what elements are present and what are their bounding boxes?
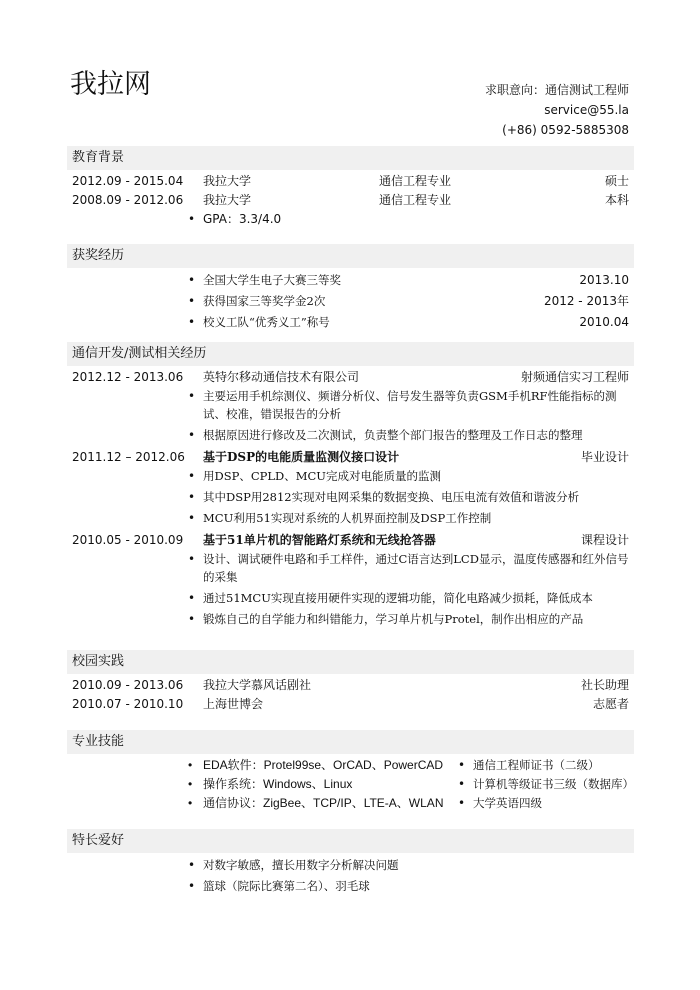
- list-item-text: 设计、调试硬件电路和手工样件，通过C语言达到LCD显示，温度传感器和红外信号的采集: [203, 552, 629, 584]
- list-item-text: MCU利用51实现对系统的人机界面控制及DSP工作控制: [203, 511, 492, 525]
- list-item-text: 其中DSP用2812实现对电网采集的数据变换、电压电流有效值和谐波分析: [203, 490, 580, 504]
- experience-section: [67, 342, 634, 631]
- list-item: [67, 387, 634, 423]
- date: 2010.07 - 2010.10: [72, 697, 184, 711]
- skill-item: • EDA软件：Protel99se、OrCAD、PowerCAD: [67, 756, 458, 774]
- skill-item: • 通信协议：ZigBee、TCP/IP、LTE-A、WLAN: [67, 794, 458, 812]
- award-date: 2013.10: [579, 273, 629, 287]
- section-title: 获奖经历: [67, 244, 634, 268]
- section-title: 教育背景: [67, 146, 634, 170]
- list-item: [67, 313, 634, 331]
- hobby-text: 篮球（院际比赛第二名）、羽毛球: [203, 879, 370, 893]
- school: 我拉大学: [203, 193, 252, 207]
- hobby-text: 对数字敏感，擅长用数字分析解决问题: [203, 858, 399, 872]
- list-item: • GPA：3.3/4.0: [67, 210, 634, 228]
- list-item-text: 锻炼自己的自学能力和纠错能力，学习单片机与Protel，制作出相应的产品: [203, 612, 584, 626]
- skills-section: [67, 730, 634, 813]
- section-title: 特长爱好: [67, 829, 634, 853]
- resume-name: 我拉网: [70, 69, 151, 100]
- section-title: 通信开发/测试相关经历: [67, 342, 634, 366]
- certificate-text: 通信工程师证书（二级）: [473, 758, 600, 772]
- certificate-text: 计算机等级证书三级（数据库）: [473, 777, 634, 791]
- school: 我拉大学: [203, 174, 252, 188]
- campus-row: [67, 695, 634, 714]
- role: 志愿者: [592, 697, 629, 711]
- phone: (+86) 0592-5885308: [502, 123, 629, 137]
- date: 2012.09 - 2015.04: [72, 174, 184, 188]
- date: 2010.09 - 2013.06: [72, 678, 184, 692]
- date: 2011.12 – 2012.06: [72, 450, 185, 464]
- list-item: [67, 589, 634, 607]
- email: service@55.la: [544, 103, 629, 117]
- certificate-item: [458, 794, 634, 812]
- campus-section: [67, 650, 634, 714]
- contact-info: [485, 80, 629, 140]
- role: 社长助理: [580, 678, 629, 692]
- experience-title: 基于51单片机的智能路灯系统和无线抢答器: [203, 533, 436, 547]
- award-text: 校义工队“优秀义工”称号: [203, 315, 330, 329]
- list-item: [67, 550, 634, 586]
- list-item-text: 通过51MCU实现直接用硬件实现的逻辑功能，简化电路减少损耗，降低成本: [203, 591, 593, 605]
- date: 2008.09 - 2012.06: [72, 193, 184, 207]
- experience-role: 毕业设计: [580, 450, 629, 464]
- experience-row: [67, 368, 634, 387]
- list-item: [67, 509, 634, 527]
- education-row: [67, 172, 634, 191]
- skill-item: • 操作系统：Windows、Linux: [67, 775, 458, 793]
- section-title: 校园实践: [67, 650, 634, 674]
- awards-section: [67, 244, 634, 334]
- hobbies-section: [67, 829, 634, 898]
- campus-row: [67, 676, 634, 695]
- list-item: [67, 426, 634, 444]
- list-item: [67, 488, 634, 506]
- list-item-text: 用DSP、CPLD、MCU完成对电能质量的监测: [203, 469, 441, 483]
- hobby-item: [67, 856, 634, 874]
- certificate-item: [458, 775, 634, 793]
- certificate-text: 大学英语四级: [473, 796, 542, 810]
- experience-role: 课程设计: [580, 533, 629, 547]
- experience-row: [67, 531, 634, 550]
- education-section: [67, 146, 634, 231]
- award-text: 获得国家三等奖学金2次: [203, 294, 326, 308]
- organization: 我拉大学慕风话剧社: [203, 678, 312, 692]
- experience-list: [67, 366, 634, 628]
- degree: 硕士: [604, 174, 629, 188]
- major: 通信工程专业: [379, 174, 452, 188]
- education-row: [67, 191, 634, 210]
- experience-role: 射频通信实习工程师: [520, 370, 629, 384]
- list-item: [67, 467, 634, 485]
- major: 通信工程专业: [379, 193, 452, 207]
- date: 2010.05 - 2010.09: [72, 533, 184, 547]
- list-item: [67, 610, 634, 628]
- certificate-item: [458, 756, 634, 774]
- award-date: 2010.04: [579, 315, 629, 329]
- job-objective: 求职意向：通信测试工程师: [484, 83, 629, 97]
- section-title: 专业技能: [67, 730, 634, 754]
- list-item-text: 根据原因进行修改及二次测试，负责整个部门报告的整理及工作日志的整理: [203, 428, 583, 442]
- award-text: 全国大学生电子大赛三等奖: [203, 273, 341, 287]
- experience-row: [67, 448, 634, 467]
- experience-title: 基于DSP的电能质量监测仪接口设计: [203, 450, 400, 464]
- list-item-text: 主要运用手机综测仪、频谱分析仪、信号发生器等负责GSM手机RF性能指标的测试、校准，错误报告的分析: [203, 389, 617, 421]
- date: 2012.12 - 2013.06: [72, 370, 184, 384]
- organization: 上海世博会: [203, 697, 264, 711]
- experience-title: 英特尔移动通信技术有限公司: [203, 370, 360, 384]
- award-date: 2012 - 2013年: [543, 294, 629, 308]
- list-item: [67, 292, 634, 310]
- hobby-item: [67, 877, 634, 895]
- degree: 本科: [604, 193, 629, 207]
- list-item: [67, 271, 634, 289]
